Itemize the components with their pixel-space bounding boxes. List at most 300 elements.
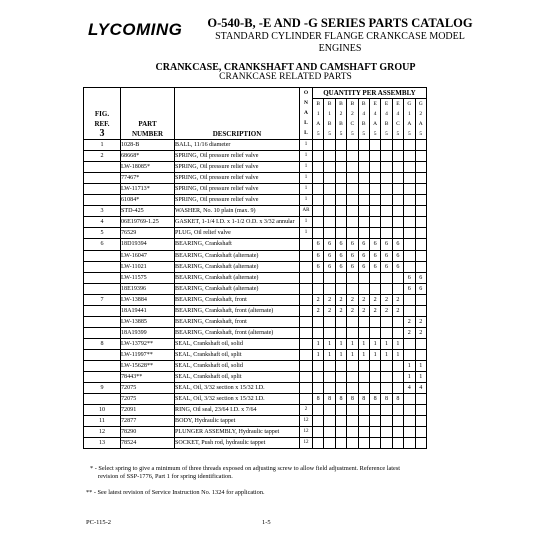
quantity-cell [392,217,403,228]
quantity-cell [381,438,392,449]
fig-ref-cell [84,316,121,327]
quantity-cell [324,162,335,173]
quantity-cell [392,316,403,327]
section-subtitle: CRANKCASE RELATED PARTS [219,72,352,82]
table-row [84,261,427,272]
quantity-cell: 2 [347,294,358,305]
table-row [84,316,427,327]
quantity-cell [381,173,392,184]
quantity-cell [415,405,426,416]
part-number-cell: 78290 [121,427,175,438]
quantity-cell: 1 [404,360,415,371]
quantity-cell [381,195,392,206]
quantity-cell [404,405,415,416]
quantity-cell: 8 [313,394,324,405]
note-service-instruction: ** - See latest revision of Service Instruction No. 1324 for application. [86,489,265,496]
quantity-cell [392,360,403,371]
quantity-cell [404,250,415,261]
quantity-cell: 1 [392,338,403,349]
section-title: CRANKCASE, CRANKSHAFT AND CAMSHAFT GROUP [155,62,416,73]
onal-cell: 1 [300,228,313,239]
quantity-cell: 6 [324,250,335,261]
quantity-cell [404,206,415,217]
quantity-cell [358,438,369,449]
fig-ref-cell: 1 [84,140,121,151]
quantity-cell: 2 [358,305,369,316]
quantity-cell: 1 [415,372,426,383]
quantity-cell [324,405,335,416]
part-number-cell: 78524 [121,438,175,449]
quantity-cell: 2 [347,305,358,316]
description-cell: SPRING, Oil pressure relief valve [175,151,300,162]
description-cell: GASKET, 1-1/4 I.D. x 1-1/2 O.D. x 3/32 annular [175,217,300,228]
quantity-cell [415,261,426,272]
quantity-cell [381,372,392,383]
quantity-cell: 2 [335,305,346,316]
part-number-cell: 76529 [121,228,175,239]
quantity-cell [335,140,346,151]
table-row [84,272,427,283]
catalog-title: O-540-B, -E AND -G SERIES PARTS CATALOG [207,16,473,30]
fig-ref-cell [84,195,121,206]
part-number-cell: 72075 [121,394,175,405]
quantity-cell: 2 [369,294,380,305]
table-row [84,195,427,206]
quantity-cell [335,416,346,427]
part-number-cell: 18A19399 [121,327,175,338]
onal-cell: 1 [300,151,313,162]
onal-cell [300,372,313,383]
description-cell: SEAL, Oil, 3/32 section x 15/32 I.D. [175,383,300,394]
fig-ref-cell: 7 [84,294,121,305]
part-number-cell: LW-16047 [121,250,175,261]
model-column-header: E 4 B 5 [381,99,392,140]
table-row [84,239,427,250]
quantity-cell [415,305,426,316]
quantity-cell: 6 [335,250,346,261]
onal-cell [300,349,313,360]
quantity-cell [369,405,380,416]
quantity-cell [313,151,324,162]
quantity-cell [324,372,335,383]
table-row [84,360,427,371]
quantity-cell: 6 [392,239,403,250]
quantity-cell [347,162,358,173]
table-row [84,405,427,416]
part-number-header: PART NUMBER [121,88,175,140]
fig-ref-cell [84,162,121,173]
quantity-cell [415,239,426,250]
quantity-cell [369,438,380,449]
quantity-cell [392,184,403,195]
part-number-cell: LW-11021 [121,261,175,272]
fig-ref-cell [84,360,121,371]
quantity-cell: 6 [358,239,369,250]
onal-cell [300,383,313,394]
part-number-cell: 72075 [121,383,175,394]
quantity-cell [404,294,415,305]
quantity-cell [404,239,415,250]
quantity-cell: 2 [415,316,426,327]
quantity-cell [369,372,380,383]
quantity-cell [313,217,324,228]
table-row [84,283,427,294]
quantity-cell [335,360,346,371]
quantity-cell: 8 [347,394,358,405]
quantity-cell [324,283,335,294]
quantity-cell [381,427,392,438]
quantity-cell [335,272,346,283]
quantity-cell [381,316,392,327]
model-column-header: B 2 B 5 [335,99,346,140]
quantity-cell: 6 [324,239,335,250]
quantity-cell [404,151,415,162]
part-number-cell: LW-13885 [121,316,175,327]
quantity-cell: 4 [415,383,426,394]
quantity-cell [324,228,335,239]
quantity-cell: 2 [415,327,426,338]
quantity-cell [392,416,403,427]
quantity-cell [358,272,369,283]
part-number-cell: LW-11713* [121,184,175,195]
quantity-cell: 1 [347,349,358,360]
quantity-cell [313,206,324,217]
part-number-cell: 78443** [121,372,175,383]
quantity-cell: 6 [347,239,358,250]
quantity-cell: 2 [369,305,380,316]
quantity-cell [358,405,369,416]
quantity-cell [381,416,392,427]
quantity-cell: 6 [369,250,380,261]
quantity-cell [381,217,392,228]
quantity-cell [358,383,369,394]
fig-ref-cell [84,305,121,316]
quantity-cell: 6 [392,250,403,261]
part-number-cell: 18D19394 [121,239,175,250]
description-cell: SEAL, Crankshaft oil, solid [175,360,300,371]
model-column-header: B 4 B 5 [358,99,369,140]
quantity-cell [369,173,380,184]
quantity-cell [404,338,415,349]
onal-cell [300,239,313,250]
part-number-cell: 18E19396 [121,283,175,294]
quantity-cell [358,217,369,228]
fig-ref-cell: 11 [84,416,121,427]
quantity-cell [358,151,369,162]
quantity-cell [358,206,369,217]
quantity-cell [392,162,403,173]
table-row [84,140,427,151]
quantity-cell [358,372,369,383]
quantity-cell [313,427,324,438]
quantity-cell [347,151,358,162]
quantity-cell [369,360,380,371]
quantity-cell: 2 [404,316,415,327]
part-number-cell: 18A19441 [121,305,175,316]
quantity-cell [404,140,415,151]
quantity-cell [369,184,380,195]
quantity-cell: 6 [369,239,380,250]
quantity-cell [381,383,392,394]
model-column-header: B 1 B 5 [324,99,335,140]
quantity-cell [324,427,335,438]
table-row [84,338,427,349]
quantity-header: QUANTITY PER ASSEMBLY [313,88,427,99]
quantity-cell [369,327,380,338]
part-number-cell: LW-15628** [121,360,175,371]
quantity-cell [415,162,426,173]
quantity-cell [381,283,392,294]
part-number-cell: LW-11575 [121,272,175,283]
quantity-cell [347,405,358,416]
quantity-cell [381,360,392,371]
part-number-cell: 06E19769-1.25 [121,217,175,228]
quantity-cell [404,162,415,173]
table-row [84,394,427,405]
model-column-header: B 2 C 5 [347,99,358,140]
table-row [84,250,427,261]
quantity-cell: 6 [313,261,324,272]
quantity-cell [392,195,403,206]
quantity-cell: 1 [313,338,324,349]
model-column-header: E 4 C 5 [392,99,403,140]
description-cell: PLUNGER ASSEMBLY, Hydraulic tappet [175,427,300,438]
fig-ref-cell [84,283,121,294]
quantity-cell [324,151,335,162]
quantity-cell [313,283,324,294]
onal-cell [300,327,313,338]
quantity-cell: 1 [324,349,335,360]
quantity-cell [381,151,392,162]
quantity-cell [335,438,346,449]
quantity-cell [369,228,380,239]
quantity-cell [324,217,335,228]
footer-page-number: 1-5 [262,519,271,526]
onal-cell [300,360,313,371]
table-row [84,383,427,394]
quantity-cell [404,305,415,316]
quantity-cell [313,184,324,195]
fig-ref-cell [84,250,121,261]
lycoming-logo: LYCOMING [88,20,183,39]
quantity-cell: 2 [324,305,335,316]
table-row [84,372,427,383]
onal-cell [300,261,313,272]
quantity-cell [404,195,415,206]
quantity-cell [335,151,346,162]
quantity-cell [415,217,426,228]
onal-cell: 1 [300,162,313,173]
description-cell: RING, Oil seal, 23/64 I.D. x 7/64 [175,405,300,416]
table-row [84,162,427,173]
quantity-cell [392,272,403,283]
quantity-cell [335,228,346,239]
table-row [84,416,427,427]
quantity-cell [313,372,324,383]
quantity-cell [313,360,324,371]
onal-cell: 1 [300,195,313,206]
quantity-cell [313,327,324,338]
quantity-cell [324,272,335,283]
quantity-cell: 8 [335,394,346,405]
quantity-cell [415,195,426,206]
quantity-cell [313,416,324,427]
quantity-cell [347,427,358,438]
quantity-cell [415,206,426,217]
onal-cell [300,250,313,261]
quantity-cell [404,438,415,449]
quantity-cell [381,206,392,217]
quantity-cell: 6 [324,261,335,272]
parts-table [83,87,427,449]
quantity-cell [324,206,335,217]
quantity-cell [347,140,358,151]
quantity-cell [404,173,415,184]
quantity-cell [324,383,335,394]
fig-ref-header: FIG. REF. 3 [84,88,121,140]
quantity-cell [404,228,415,239]
quantity-cell [404,217,415,228]
quantity-cell: 6 [369,261,380,272]
table-row [84,327,427,338]
quantity-cell [335,405,346,416]
part-number-cell: 72877 [121,416,175,427]
quantity-cell [358,316,369,327]
quantity-cell [347,316,358,327]
part-number-cell: 1028-B [121,140,175,151]
quantity-cell [415,416,426,427]
quantity-cell [335,173,346,184]
quantity-cell [392,427,403,438]
quantity-cell: 2 [358,294,369,305]
quantity-cell [358,416,369,427]
quantity-cell [313,316,324,327]
quantity-cell [392,206,403,217]
quantity-cell [324,173,335,184]
onal-cell: 12 [300,416,313,427]
fig-ref-cell [84,173,121,184]
part-number-cell: LW-11997** [121,349,175,360]
quantity-cell [381,272,392,283]
quantity-cell [392,372,403,383]
quantity-cell: 6 [313,250,324,261]
description-cell: BEARING, Crankshaft (alternate) [175,261,300,272]
quantity-cell [358,195,369,206]
catalog-subtitle: STANDARD CYLINDER FLANGE CRANKCASE MODEL ENGINES [215,31,465,54]
quantity-cell: 1 [335,338,346,349]
quantity-cell [381,327,392,338]
fig-ref-cell: 5 [84,228,121,239]
quantity-cell [404,394,415,405]
quantity-cell: 6 [415,272,426,283]
quantity-cell: 6 [392,261,403,272]
description-cell: SPRING, Oil pressure relief valve [175,184,300,195]
quantity-cell [347,327,358,338]
quantity-cell: 1 [369,338,380,349]
quantity-cell [335,372,346,383]
fig-ref-cell [84,394,121,405]
quantity-cell [313,195,324,206]
description-cell: PLUG, Oil relief valve [175,228,300,239]
table-row [84,151,427,162]
quantity-cell [335,327,346,338]
quantity-cell [369,140,380,151]
description-cell: SPRING, Oil pressure relief valve [175,173,300,184]
quantity-cell: 8 [324,394,335,405]
quantity-cell [347,372,358,383]
onal-cell: 12 [300,438,313,449]
quantity-cell: 4 [404,383,415,394]
quantity-cell [369,427,380,438]
quantity-cell [358,427,369,438]
quantity-cell: 8 [358,394,369,405]
quantity-cell [347,173,358,184]
description-cell: BEARING, Crankshaft [175,239,300,250]
table-row [84,228,427,239]
quantity-cell: 2 [404,327,415,338]
quantity-cell: 1 [358,338,369,349]
quantity-cell: 6 [358,261,369,272]
note-spring-selection: * - Select spring to give a minimum of three threads exposed on adjusting screw to allow field adjustment. Reference latest revision of SSP-1776, Part 1 for spring identification. [90,465,401,480]
quantity-cell: 1 [381,338,392,349]
quantity-cell [347,217,358,228]
quantity-cell [358,360,369,371]
quantity-cell [415,173,426,184]
quantity-cell: 1 [313,349,324,360]
onal-cell: 1 [300,140,313,151]
quantity-cell [415,228,426,239]
parts-body [84,140,427,449]
quantity-cell [369,283,380,294]
onal-cell: 2 [300,405,313,416]
fig-ref-cell [84,327,121,338]
onal-cell: 1 [300,173,313,184]
quantity-cell: 8 [369,394,380,405]
description-cell: BEARING, Crankshaft, front [175,294,300,305]
quantity-cell [324,360,335,371]
fig-ref-cell [84,349,121,360]
description-cell: SPRING, Oil pressure relief valve [175,162,300,173]
quantity-cell [335,283,346,294]
quantity-cell [415,438,426,449]
onal-cell: 1 [300,217,313,228]
quantity-cell [324,416,335,427]
part-number-cell: STD-425 [121,206,175,217]
quantity-cell [347,206,358,217]
quantity-cell [415,184,426,195]
quantity-cell: 2 [381,305,392,316]
quantity-cell [404,261,415,272]
quantity-cell: 6 [415,283,426,294]
part-number-cell: 68668* [121,151,175,162]
quantity-cell [381,140,392,151]
onal-cell [300,305,313,316]
quantity-cell [381,184,392,195]
quantity-cell [369,316,380,327]
table-row [84,294,427,305]
onal-cell [300,338,313,349]
quantity-cell [392,283,403,294]
description-cell: BODY, Hydraulic tappet [175,416,300,427]
quantity-cell: 8 [392,394,403,405]
quantity-cell [358,173,369,184]
quantity-cell [324,327,335,338]
footer-doc-id: PC-115-2 [86,519,112,526]
quantity-cell [392,228,403,239]
quantity-cell [369,272,380,283]
quantity-cell [347,195,358,206]
fig-ref-cell: 3 [84,206,121,217]
